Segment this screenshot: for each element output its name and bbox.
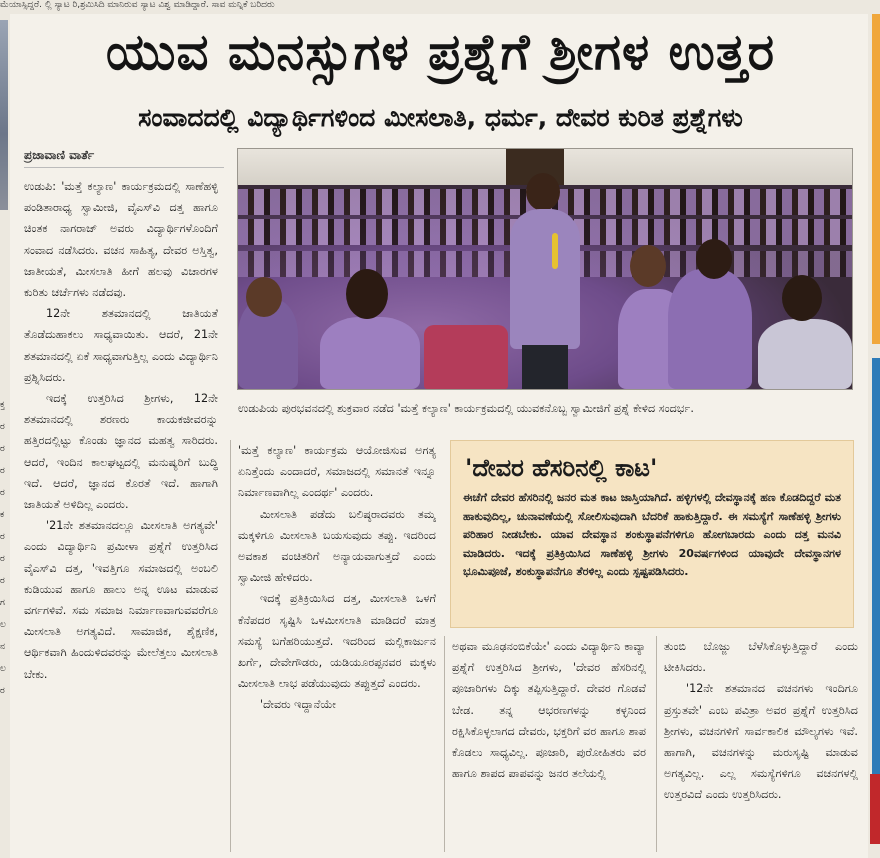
adjacent-photo-fragment: [0, 20, 8, 210]
student-head: [696, 239, 732, 279]
paragraph: ತುಂಬಿ ಬೊಜ್ಜು ಬೆಳೆಸಿಕೊಳ್ಳುತ್ತಿದ್ದಾರೆ ಎಂದು ಟೀಕಿಸಿದರು.: [664, 640, 858, 675]
paragraph: '21ನೇ ಶತಮಾನದಲ್ಲೂ ಮೀಸಲಾತಿ ಅಗತ್ಯವೇ' ಎಂದು ವಿದ್ಯಾರ್ಥಿನಿ ಪ್ರಮೀಳಾ ಪ್ರಶ್ನೆಗೆ ಉತ್ತರಿಸಿದ ವೈಎಸ್‌ವಿ ದತ್ತ, 'ಇವತ್ತಿಗೂ ಸಮಾಜದಲ್ಲಿ ಅಂಬಲಿ ಕುಡಿಯುವ ಹಾಗೂ ಹಾಲು ಅನ್ನ ಊಟ ಮಾಡುವ ವರ್ಗಗಳಿವೆ. ಸಮ ಸಮಾಜ ನಿರ್ಮಾಣವಾಗುವವರೆಗೂ ಮೀಸಲಾತಿ ಅಗತ್ಯವಿದೆ. ಸಾಮಾಜಿಕ, ಶೈಕ್ಷಣಿಕ, ಆರ್ಥಿಕವಾಗಿ ಹಿಂದುಳಿದವರನ್ನು ಮೇಲೆತ್ತಲು ಮೀಸಲಾತಿ ಬೇಕು.: [24, 519, 218, 681]
student-head: [526, 173, 560, 211]
right-page-edge: [868, 14, 880, 858]
standing-student-with-mic: [508, 173, 582, 389]
student: [320, 317, 420, 389]
sidebar-title: 'ದೇವರ ಹೆಸರಿನಲ್ಲಿ ಕಾಟ': [465, 454, 658, 482]
article-column-1: [24, 176, 218, 852]
paragraph: 'ಮತ್ತೆ ಕಲ್ಯಾಣ' ಕಾರ್ಯಕ್ರಮ ಆಯೋಜಿಸುವ ಅಗತ್ಯ ಏನಿತ್ತೆಂದು ಎಂದಾದರೆ, ಸಮಾಜದಲ್ಲಿ ಸಮಾನತೆ ಇನ್ನೂ ನಿರ್ಮಾಣವಾಗಿಲ್ಲ ಎಂದರ್ಥ' ಎಂದರು.: [238, 444, 436, 500]
student: [668, 269, 752, 389]
paragraph: ಇದಕ್ಕೆ ಪ್ರತಿಕ್ರಿಯಿಸಿದ ದತ್ತ, ಮೀಸಲಾತಿ ಒಳಗೆ ಕೆನೆಪದರ ಸೃಷ್ಟಿಸಿ ಒಳಮೀಸಲಾತಿ ಮಾಡಿದರೆ ಮಾತ್ರ ಸಮಸ್ಯೆ ಬಗೆಹರಿಯುತ್ತದೆ. ಇದರಿಂದ ಮಲ್ಲಿಕಾರ್ಜುನ ಖರ್ಗೆ, ದೇವೇಗೌಡರು, ಯಡಿಯೂರಪ್ಪನವರ ಮಕ್ಕಳು ಮೀಸಲಾತಿ ಲಾಭ ಪಡೆಯುವುದು ತಪ್ಪುತ್ತದೆ ಎಂದರು.: [238, 592, 436, 691]
paragraph: ಉಡುಪಿ: 'ಮತ್ತೆ ಕಲ್ಯಾಣ' ಕಾರ್ಯಕ್ರಮದಲ್ಲಿ ಸಾಣೆಹಳ್ಳಿ ಪಂಡಿತಾರಾಧ್ಯ ಸ್ವಾಮೀಜಿ, ವೈಎಸ್‌ವಿ ದತ್ತ ಹಾಗೂ ಚಿಂತಕ ನಾಗರಾಜ್ ಅವರು ವಿದ್ಯಾರ್ಥಿಗಳೊಂದಿಗೆ ಸಂವಾದ ನಡೆಸಿದರು. ವಚನ ಸಾಹಿತ್ಯ, ದೇವರ ಅಸ್ತಿತ್ವ, ಜಾತೀಯತೆ, ಮೀಸಲಾತಿ ಹೀಗೆ ಹಲವು ವಿಚಾರಗಳ ಕುರಿತು ಚರ್ಚೆಗಳು ನಡೆದವು.: [24, 180, 218, 300]
adjacent-text-fragment: ಕ್ತ ರ ರ ರ ರ ಕ ರ ರ ರ ಗ ಲ ನ ಲ ರ: [0, 400, 6, 696]
chair: [424, 325, 508, 389]
paragraph: ಮೀಸಲಾತಿ ಪಡೆದು ಬಲಿಷ್ಠರಾದವರು ತಮ್ಮ ಮಕ್ಕಳಿಗೂ ಮೀಸಲಾತಿ ಬಯಸುವುದು ತಪ್ಪು. ಇದರಿಂದ ಅವಕಾಶ ವಂಚಿತರಿಗೆ ಅನ್ಯಾಯವಾಗುತ್ತದೆ ಎಂದು ಸ್ವಾಮೀಜಿ ಹೇಳಿದರು.: [238, 507, 436, 585]
paragraph: ಈಚೆಗೆ ದೇವರ ಹೆಸರಿನಲ್ಲಿ ಜನರ ಮತ ಕಾಟ ಜಾಸ್ತಿಯಾಗಿದೆ. ಹಳ್ಳಿಗಳಲ್ಲಿ ದೇವಸ್ಥಾನಕ್ಕೆ ಹಣ ಕೊಡದಿದ್ದರೆ ಮತ ಹಾಕುವುದಿಲ್ಲ, ಚುನಾವಣೆಯಲ್ಲಿ ಸೋಲಿಸುವುದಾಗಿ ಬೆದರಿಕೆ ಹಾಕುತ್ತಿದ್ದಾರೆ. ಈ ಸಮಸ್ಯೆಗೆ ಸಾಣೆಹಳ್ಳಿ ಶ್ರೀಗಳು ಪರಿಹಾರ ನೀಡಬೇಕು. ಯಾವ ದೇವಸ್ಥಾನ ಶಂಕುಸ್ಥಾಪನೆಗಳಿಗೂ ಹೋಗಬಾರದು ಎಂದು ದತ್ತ ಮನವಿ ಮಾಡಿದರು. ಇದಕ್ಕೆ ಪ್ರತಿಕ್ರಿಯಿಸಿದ ಸಾಣೆಹಳ್ಳಿ ಶ್ರೀಗಳು 20ವರ್ಷಗಳಿಂದ ಯಾವುದೇ ದೇವಸ್ಥಾನಗಳ ಭೂಮಿಪೂಜೆ, ಶಂಕುಸ್ಥಾಪನೆಗೂ ತೆರಳಿಲ್ಲ ಎಂದು ಸ್ಪಷ್ಟಪಡಿಸಿದರು.: [463, 491, 841, 579]
student-trousers: [522, 345, 568, 389]
headline: ಯುವ ಮನಸ್ಸುಗಳ ಪ್ರಶ್ನೆಗೆ ಶ್ರೀಗಳ ಉತ್ತರ: [105, 22, 776, 81]
sidebar-box: [450, 440, 854, 628]
adjacent-red-band: [870, 774, 880, 844]
sidebar-body: [463, 489, 841, 582]
column-divider: [230, 440, 231, 852]
student-shirt: [510, 209, 580, 349]
student-head: [246, 277, 282, 317]
subheadline: ಸಂವಾದದಲ್ಲಿ ವಿದ್ಯಾರ್ಥಿಗಳಿಂದ ಮೀಸಲಾತಿ, ಧರ್ಮ, ದೇವರ ಕುರಿತ ಪ್ರಶ್ನೆಗಳು: [138, 103, 743, 132]
photo-caption: ಉಡುಪಿಯ ಪುರಭವನದಲ್ಲಿ ಶುಕ್ರವಾರ ನಡೆದ 'ಮತ್ತೆ ಕಲ್ಯಾಣ' ಕಾರ್ಯಕ್ರಮದಲ್ಲಿ ಯುವಕನೊಬ್ಬ ಸ್ವಾಮೀಜಿಗೆ ಪ್ರಶ್ನೆ ಕೇಳಿದ ಸಂದರ್ಭ.: [238, 402, 694, 415]
paragraph: '12ನೇ ಶತಮಾನದ ವಚನಗಳು ಇಂದಿಗೂ ಪ್ರಸ್ತುತವೇ' ಎಂಬ ಪವಿತ್ರಾ ಅವರ ಪ್ರಶ್ನೆಗೆ ಉತ್ತರಿಸಿದ ಶ್ರೀಗಳು, ವಚನಗಳಿಗೆ ಸಾರ್ವಕಾಲಿಕ ಮೌಲ್ಯಗಳು ಇವೆ. ಹಾಗಾಗಿ, ವಚನಗಳನ್ನು ಮರುಸೃಷ್ಟಿ ಮಾಡುವ ಅಗತ್ಯವಿಲ್ಲ. ಎಲ್ಲ ಸಮಸ್ಯೆಗಳಿಗೂ ವಚನಗಳಲ್ಲಿ ಉತ್ತರವಿದೆ ಎಂದು ಉತ್ತರಿಸಿದರು.: [664, 682, 858, 802]
column-divider: [656, 636, 657, 852]
paragraph: ಇದಕ್ಕೆ ಉತ್ತರಿಸಿದ ಶ್ರೀಗಳು, 12ನೇ ಶತಮಾನದಲ್ಲಿ ಶರಣರು ಕಾಯಕಜೀವರನ್ನು ಹತ್ತಿರದಲ್ಲಿಟ್ಟು ಕೊಂಡು ಜ್ಞಾನದ ಮಹತ್ವ ಸಾರಿದರು. ಆದರೆ, ಇಂದಿನ ಕಾಲಘಟ್ಟದಲ್ಲಿ ಮನುಷ್ಯರಿಗೆ ಬುದ್ಧಿ ಇದೆ. ಆದರೆ, ಜ್ಞಾನದ ಕೊರತೆ ಇದೆ. ಹಾಗಾಗಿ ಜಾತಿಯತೆ ಅಳಿದಿಲ್ಲ ಎಂದರು.: [24, 392, 218, 512]
microphone-icon: [552, 233, 558, 269]
article-column-3: [452, 636, 646, 852]
student-head: [630, 245, 666, 287]
left-page-edge: [0, 14, 10, 858]
student-head: [782, 275, 822, 321]
student: [758, 319, 852, 389]
article-column-4: [664, 636, 858, 852]
adjacent-blue-band: [872, 358, 880, 778]
event-photo: [237, 148, 853, 390]
byline: ಪ್ರಜಾವಾಣಿ ವಾರ್ತೆ: [24, 148, 224, 168]
adjacent-yellow-band: [872, 14, 880, 344]
student-head: [346, 269, 388, 319]
article-column-2: [238, 440, 436, 852]
previous-article-strip: ಮೆಯಾಸ್ಸಿದ್ದರೆ. ಲ್ಲಿ ಸ್ಯಾಟ ರಿ,ಶ್ರಮಿಸಿದಿ ಮಾನಿರುವ ಸ್ಯಾಟ ವಿಶ್ವ ಮಾಡಿದ್ದಾರೆ. ಸಾವ ಮನ್ನಿಕೆ ಬರಿದರು: [0, 0, 880, 14]
paragraph: 12ನೇ ಶತಮಾನದಲ್ಲಿ ಜಾತಿಯತೆ ತೊಡೆದುಹಾಕಲು ಸಾಧ್ಯವಾಯಿತು. ಆದರೆ, 21ನೇ ಶತಮಾನದಲ್ಲಿ ಏಕೆ ಸಾಧ್ಯವಾಗುತ್ತಿಲ್ಲ ಎಂದು ವಿದ್ಯಾರ್ಥಿನಿ ಪ್ರಶ್ನಿಸಿದರು.: [24, 307, 218, 384]
paragraph: 'ದೇವರು ಇದ್ದಾನೆಯೇ: [260, 698, 336, 712]
paragraph: ಅಥವಾ ಮೂಢನಂಬಿಕೆಯೇ' ಎಂದು ವಿದ್ಯಾರ್ಥಿನಿ ಕಾವ್ಯಾ ಪ್ರಶ್ನೆಗೆ ಉತ್ತರಿಸಿದ ಶ್ರೀಗಳು, 'ದೇವರ ಹೆಸರಿನಲ್ಲಿ ಪೂಜಾರಿಗಳು ದಿಕ್ಕು ತಪ್ಪಿಸುತ್ತಿದ್ದಾರೆ. ದೇವರ ಗೊಡವೆ ಬೇಡ. ತನ್ನ ಆಭರಣಗಳನ್ನು ಕಳ್ಳನಿಂದ ರಕ್ಷಿಸಿಕೊಳ್ಳಲಾಗದ ದೇವರು, ಭಕ್ತರಿಗೆ ವರ ಹಾಗೂ ಶಾಪ ಕೊಡಲು ಸಾಧ್ಯವಿಲ್ಲ. ಪೂಜಾರಿ, ಪುರೋಹಿತರು ವರ ಹಾಗೂ ಶಾಪದ ಪಾಪವನ್ನು ಜನರ ತಲೆಯಲ್ಲಿ: [452, 640, 646, 781]
column-divider: [444, 636, 445, 852]
